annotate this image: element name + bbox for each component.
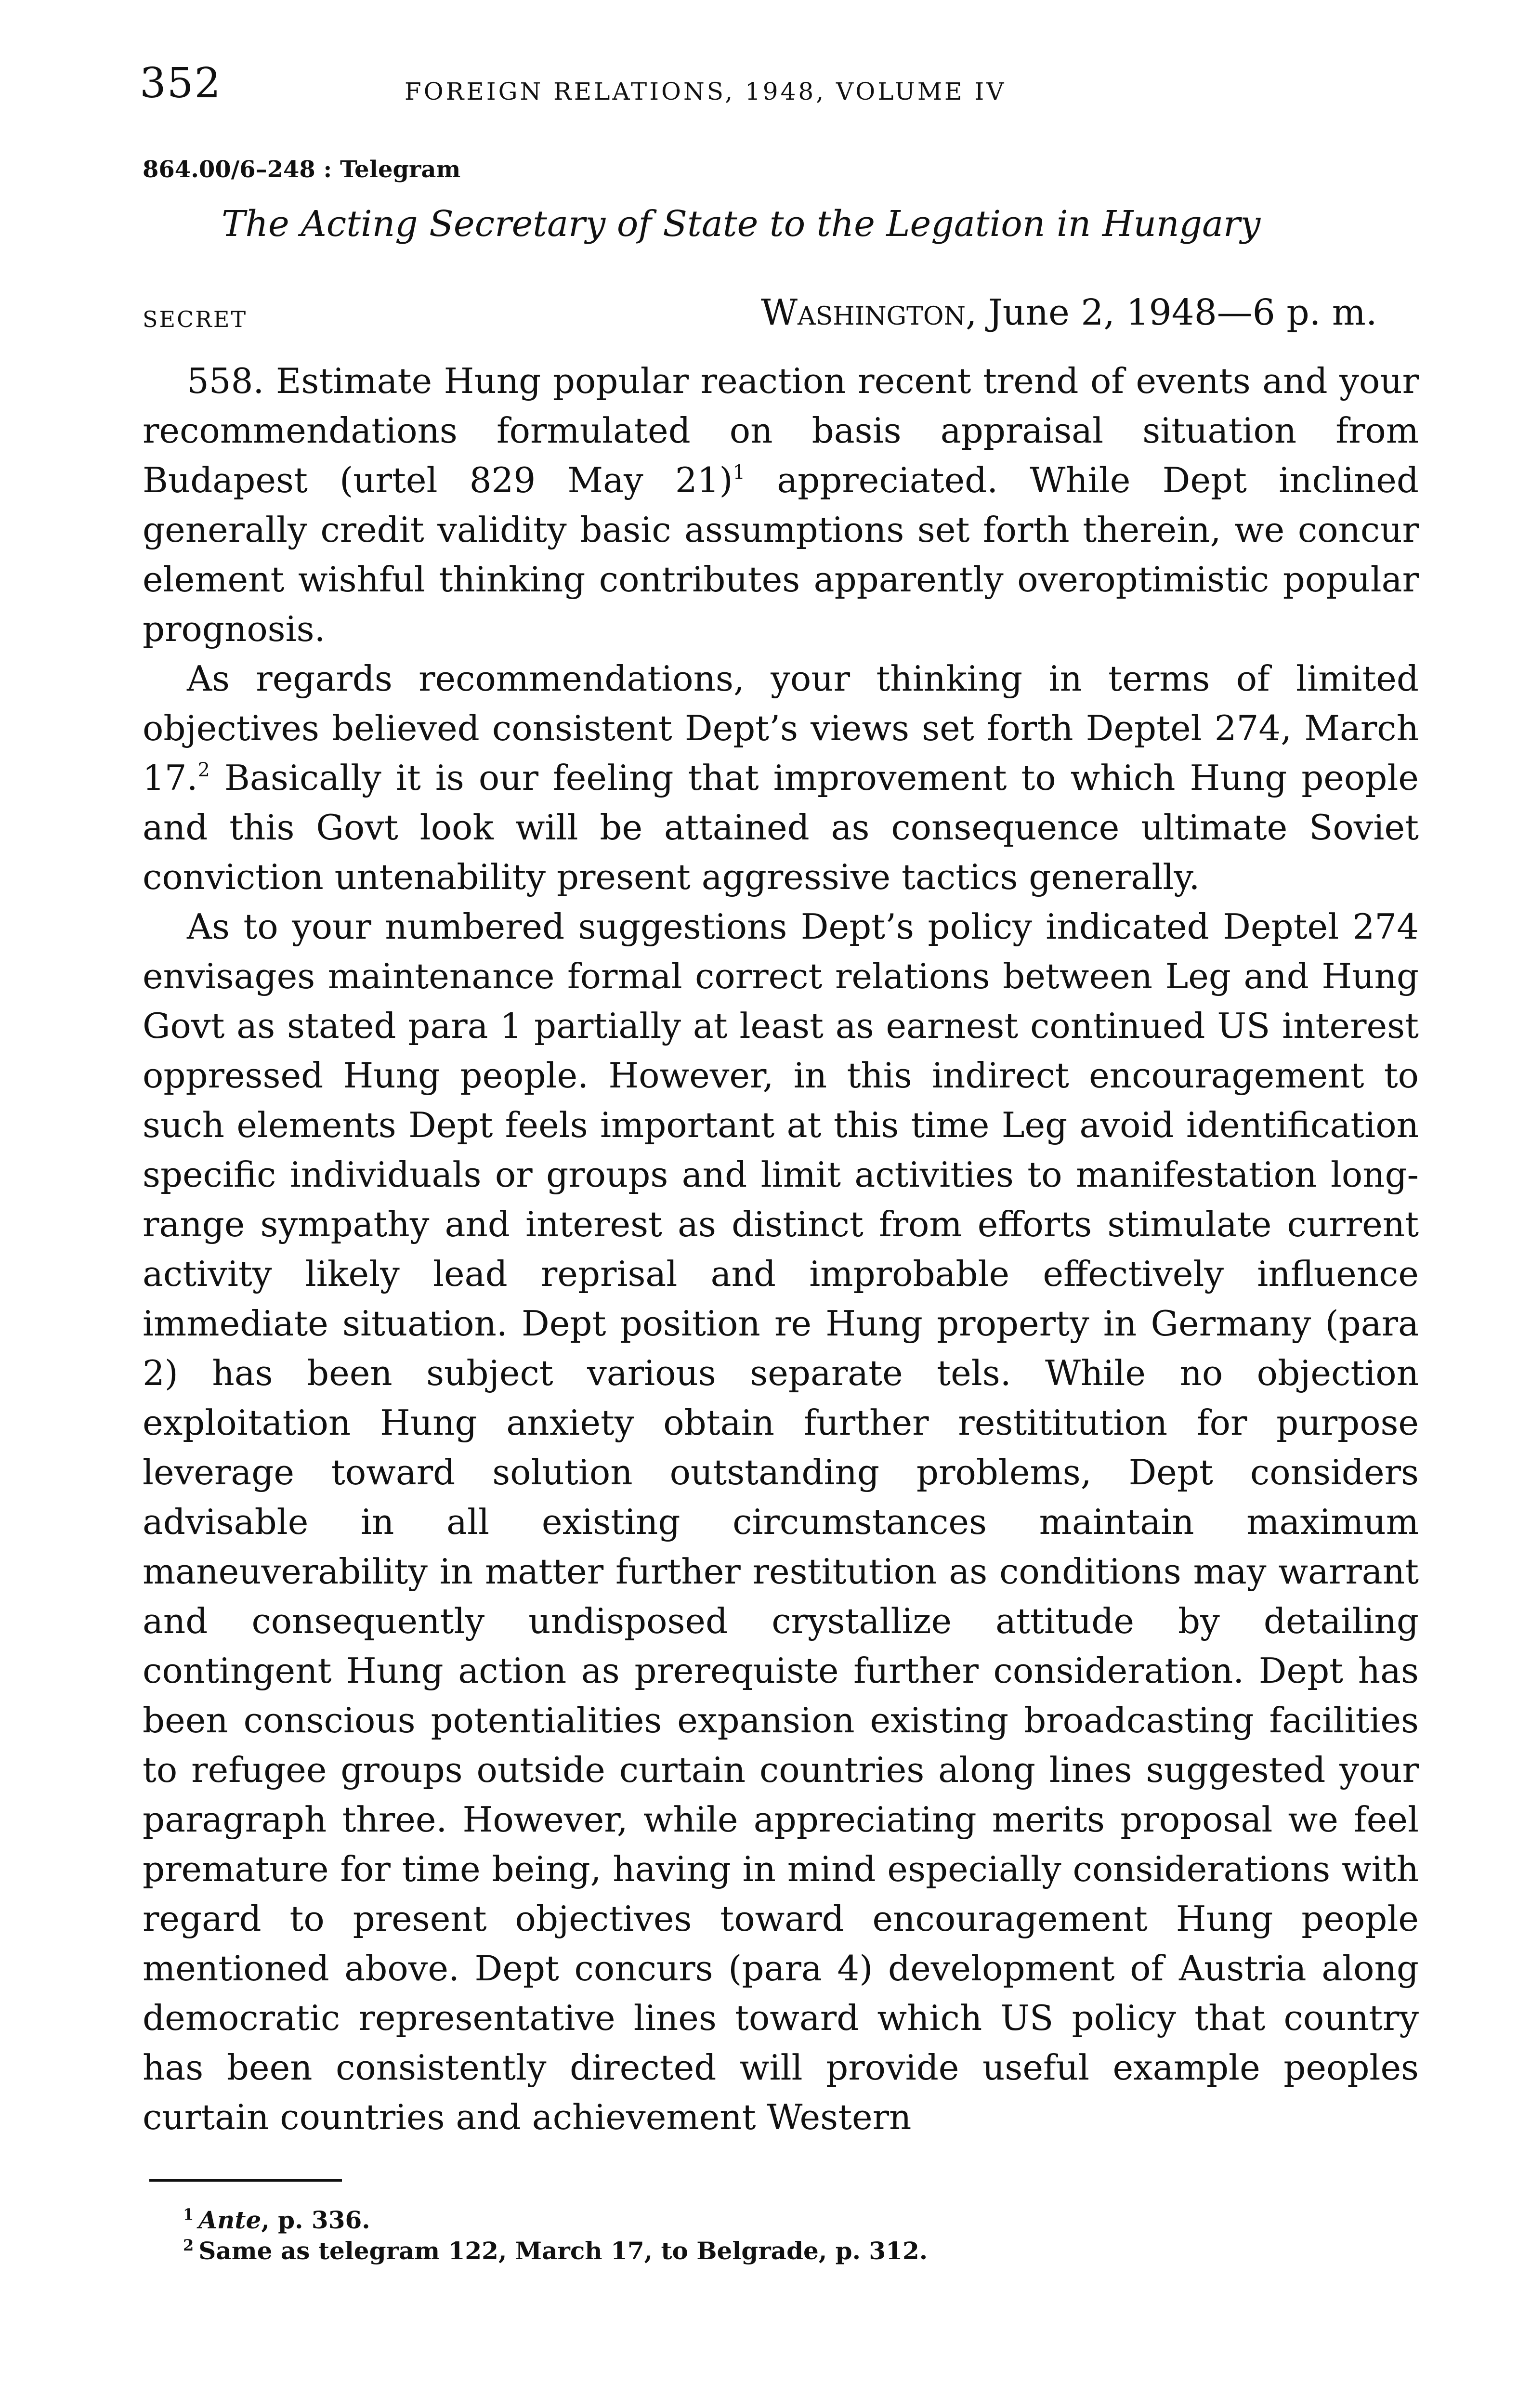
footnote-2 xyxy=(183,2236,928,2266)
footnote-1-text: , p. 336. xyxy=(261,2206,370,2234)
paragraph-2 xyxy=(143,654,1419,902)
dateline-date: , June 2, 1948—6 p. m. xyxy=(965,292,1377,333)
paragraph-1-text-a: 558. Estimate Hung popular reaction recent trend of events and your recommendations formulated on basis appraisal situation from Budapest (urtel 829 May 21) xyxy=(143,361,1419,500)
paragraph-1 xyxy=(143,356,1419,654)
paragraph-2-text-b: Basically it is our feeling that improvement to which Hung people and this Govt look will be attained as consequence ultimate Soviet conviction untenability present aggressive tactics generally. xyxy=(143,758,1419,897)
document-title: The Acting Secretary of State to the Legation in Hungary xyxy=(222,203,1261,245)
footnote-1-mark: 1 xyxy=(183,2205,194,2224)
paragraph-2-text-a: As regards recommendations, your thinking in terms of limited objectives believed consistent Dept’s views set forth Deptel 274, March 17. xyxy=(143,658,1419,798)
paragraph-1-text-b: appreciated. While Dept inclined generally credit validity basic assumptions set forth therein, we concur element wishful thinking contributes apparently overoptimistic popular prognosis. xyxy=(143,460,1419,649)
footnote-ref-2: 2 xyxy=(197,759,210,781)
footnote-2-mark: 2 xyxy=(183,2236,194,2254)
footnotes xyxy=(183,2205,928,2266)
page-number: 352 xyxy=(140,59,222,107)
file-reference: 864.00/6–248 : Telegram xyxy=(143,156,461,183)
paragraph-3: As to your numbered suggestions Dept’s policy indicated Deptel 274 envisages maintenance formal correct relations between Leg and Hung Govt as stated para 1 partially at least as earnest continued US interest oppressed Hung people. However, in this indirect encouragement to such elements Dept feels important at this time Leg avoid identification specific individuals or groups and limit activities to manifestation long-range sympathy and interest as distinct from efforts stimulate current activity likely lead reprisal and improbable effectively influence immediate situation. Dept position re Hung property in Germany (para 2) has been subject various separate tels. While no objection exploitation Hung anxiety obtain further restititution for purpose leverage toward solution outstanding problems, Dept considers advisable in all existing circumstances maintain maximum maneuverability in matter further restitution as conditions may warrant and consequently undisposed crystallize attitude by detailing contingent Hung action as prerequiste further consideration. Dept has been conscious potentialities expansion existing broadcasting facilities to refugee groups outside curtain countries along lines suggested your paragraph three. However, while appreciating merits proposal we feel premature for time being, having in mind especially considerations with regard to present objectives toward encouragement Hung people mentioned above. Dept concurs (para 4) development of Austria along democratic representative lines toward which US policy that country has been consistently directed will provide useful example peoples curtain countries and achievement Western xyxy=(143,906,1419,2137)
telegram-body xyxy=(143,356,1419,2142)
footnote-ref-1: 1 xyxy=(733,461,746,484)
footnote-2-text: Same as telegram 122, March 17, to Belgrade, p. 312. xyxy=(198,2237,928,2265)
footnote-divider xyxy=(149,2179,342,2182)
classification-label: SECRET xyxy=(143,306,248,332)
running-head: FOREIGN RELATIONS, 1948, VOLUME IV xyxy=(405,78,1007,105)
dateline-place: Washington xyxy=(761,292,966,333)
footnote-1 xyxy=(183,2205,928,2236)
dateline xyxy=(761,292,1377,333)
footnote-1-italic: Ante xyxy=(198,2206,262,2234)
